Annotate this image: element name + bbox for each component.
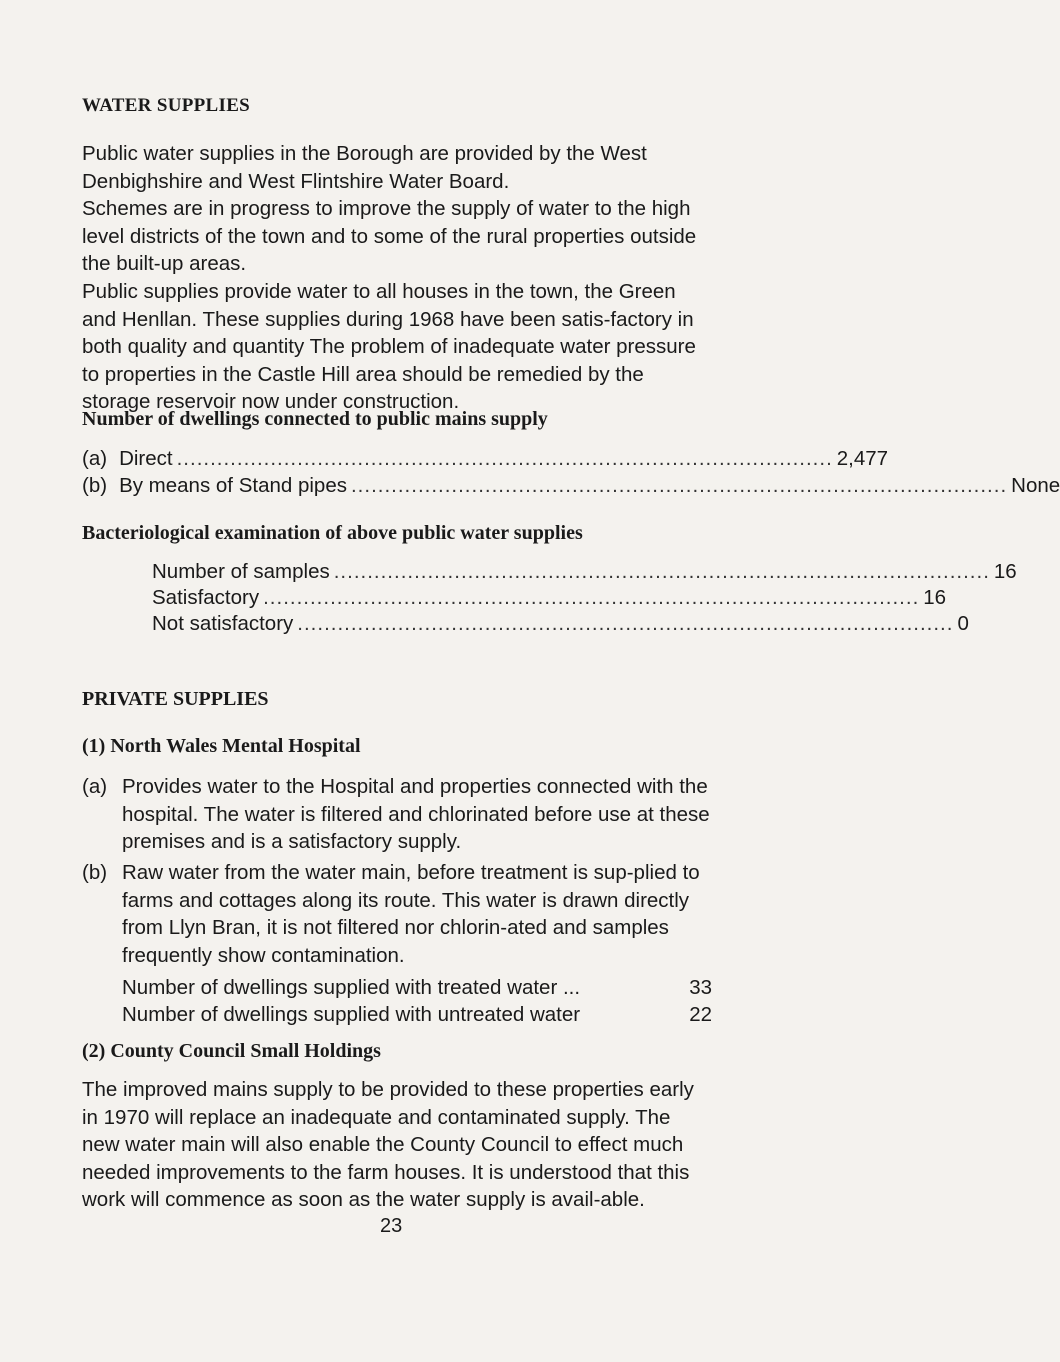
row-value: 33 — [689, 976, 712, 999]
water-supplies-heading: WATER SUPPLIES — [82, 95, 251, 116]
dwellings-row-stand-pipes — [82, 474, 1060, 498]
row-value: 22 — [689, 1003, 712, 1026]
paragraph-provider: Public water supplies in the Borough are provided by the West Denbighshire and West Flintshire Water Board. — [82, 142, 647, 193]
row-value: 0 — [957, 612, 969, 635]
dwellings-row-direct — [82, 447, 889, 471]
dwellings-connected-heading: Number of dwellings connected to public mains supply — [82, 408, 548, 430]
item-text: Provides water to the Hospital and properties connected with the hospital. The water is filtered and chlorinated before use at these premises and is a satisfactory supply. — [122, 775, 710, 853]
hospital-item-b — [82, 859, 712, 969]
row-value: 16 — [993, 560, 1017, 583]
samples-row — [152, 560, 1017, 584]
not-satisfactory-row — [152, 612, 969, 636]
dot-leader: .................................................................................................. — [263, 586, 920, 609]
paragraph-schemes: Schemes are in progress to improve the supply of water to the high level districts of the town and to some of the rural properties outside the built-up areas. — [82, 197, 697, 275]
satisfactory-row — [152, 586, 947, 610]
treated-water-row — [122, 976, 712, 1000]
row-marker: (b) — [82, 474, 108, 497]
page-number: 23 — [380, 1215, 403, 1237]
row-label: Direct — [119, 447, 173, 470]
item-text: Raw water from the water main, before treatment is sup-plied to farms and cottages along its route. This water is drawn directly from Llyn Bran, it is not filtered nor chlorin-ated and samples frequently show contamination. — [122, 861, 700, 967]
row-marker: (a) — [82, 447, 108, 470]
item-marker: (a) — [82, 775, 108, 798]
row-value: 2,477 — [836, 447, 889, 470]
row-label: Number of samples — [152, 560, 330, 583]
bacteriological-heading: Bacteriological examination of above public water supplies — [82, 522, 583, 544]
dot-leader: .................................................................................................. — [297, 612, 954, 635]
row-label: By means of Stand pipes — [119, 474, 347, 497]
council-heading: (2) County Council Small Holdings — [82, 1040, 381, 1062]
untreated-water-row — [122, 1003, 712, 1027]
row-label: Not satisfactory — [152, 612, 294, 635]
row-value: 16 — [923, 586, 947, 609]
private-supplies-heading: PRIVATE SUPPLIES — [82, 688, 269, 710]
dot-leader: .................................................................................................. — [333, 560, 990, 583]
hospital-item-a — [82, 773, 712, 856]
row-value: None — [1011, 474, 1060, 497]
row-label: Number of dwellings supplied with treated water ... — [122, 976, 581, 999]
dot-leader: .................................................................................................. — [176, 447, 833, 470]
hospital-heading: (1) North Wales Mental Hospital — [82, 735, 361, 757]
item-marker: (b) — [82, 861, 108, 884]
row-label: Satisfactory — [152, 586, 260, 609]
dot-leader: .................................................................................................. — [350, 474, 1008, 497]
paragraph-public-supplies: Public supplies provide water to all houses in the town, the Green and Henllan. These supplies during 1968 have been satis-factory in both quality and quantity The problem of inadequate water pressure to properties in the Castle Hill area should be remedied by the storage reservoir now under construction. — [82, 280, 696, 413]
council-paragraph: The improved mains supply to be provided to these properties early in 1970 will replace an inadequate and contaminated supply. The new water main will also enable the County Council to effect much needed improvements to the farm houses. It is understood that this work will commence as soon as the water supply is avail-able. — [82, 1078, 694, 1211]
row-label: Number of dwellings supplied with untreated water — [122, 1003, 581, 1026]
